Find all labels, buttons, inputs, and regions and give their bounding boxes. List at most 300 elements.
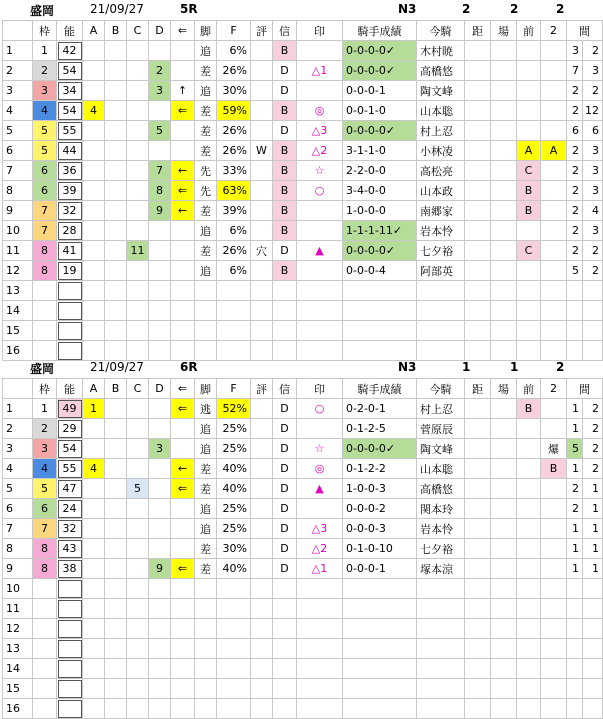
row-number: 12 <box>3 619 33 639</box>
interval-2-cell: 2 <box>583 81 603 101</box>
prev-cell <box>517 459 541 479</box>
col-a-cell <box>83 221 105 241</box>
empty-cell <box>127 579 149 599</box>
mark-cell: △1 <box>297 559 343 579</box>
empty-cell <box>541 281 567 301</box>
col-d-cell: 5 <box>149 121 171 141</box>
empty-cell <box>105 281 127 301</box>
second-cell <box>541 261 567 281</box>
empty-cell <box>583 281 603 301</box>
empty-cell <box>343 599 417 619</box>
col-b-cell <box>105 241 127 261</box>
empty-cell <box>567 579 583 599</box>
rating-cell <box>251 181 273 201</box>
mark-cell: △1 <box>297 61 343 81</box>
column-header: 能 <box>57 21 83 41</box>
horse-row <box>3 499 603 519</box>
interval-2-cell: 1 <box>583 499 603 519</box>
rating-cell <box>251 101 273 121</box>
col-b-cell <box>105 141 127 161</box>
empty-cell <box>251 321 273 341</box>
empty-cell <box>149 281 171 301</box>
empty-cell <box>541 639 567 659</box>
arrow-cell: ⇐ <box>171 479 195 499</box>
column-header <box>3 21 33 41</box>
empty-cell <box>251 639 273 659</box>
empty-cell <box>465 619 491 639</box>
row-number: 16 <box>3 699 33 719</box>
prev-cell: A <box>517 141 541 161</box>
waku-cell: 8 <box>33 241 57 261</box>
header-row <box>3 21 603 41</box>
f-rate-cell: 26% <box>217 241 251 261</box>
empty-cell <box>83 679 105 699</box>
horse-row <box>3 419 603 439</box>
interval-1-cell: 2 <box>567 221 583 241</box>
rating-cell <box>251 479 273 499</box>
running-style-cell: 差 <box>195 479 217 499</box>
empty-cell <box>105 679 127 699</box>
col-c-cell <box>127 81 149 101</box>
col-d-cell <box>149 539 171 559</box>
empty-cell <box>217 579 251 599</box>
f-rate-cell: 40% <box>217 559 251 579</box>
interval-2-cell: 3 <box>583 181 603 201</box>
confidence-cell: B <box>273 101 297 121</box>
horse-row <box>3 201 603 221</box>
ability-cell: 32 <box>57 201 83 221</box>
empty-cell <box>583 579 603 599</box>
rating-cell <box>251 539 273 559</box>
column-header: F <box>217 21 251 41</box>
jockey-name-cell: 岩本怜 <box>417 221 465 241</box>
confidence-cell: B <box>273 181 297 201</box>
confidence-cell: D <box>273 439 297 459</box>
empty-cell <box>149 639 171 659</box>
second-cell: 爆 <box>541 439 567 459</box>
prev-cell <box>517 41 541 61</box>
empty-cell <box>149 579 171 599</box>
empty-cell <box>491 579 517 599</box>
jockey-record-cell: 0-0-0-0✓ <box>343 121 417 141</box>
second-cell <box>541 181 567 201</box>
row-number: 4 <box>3 459 33 479</box>
col-d-cell: 3 <box>149 81 171 101</box>
col-a-cell <box>83 559 105 579</box>
running-style-cell: 逃 <box>195 399 217 419</box>
second-cell: B <box>541 459 567 479</box>
empty-cell <box>251 281 273 301</box>
col-b-cell <box>105 101 127 121</box>
course-cell <box>491 41 517 61</box>
course-cell <box>491 221 517 241</box>
empty-cell <box>83 639 105 659</box>
second-cell <box>541 201 567 221</box>
mark-cell: ◎ <box>297 459 343 479</box>
empty-cell <box>251 679 273 699</box>
jockey-name-cell: 菅原辰 <box>417 419 465 439</box>
ability-cell: 36 <box>57 161 83 181</box>
interval-1-cell: 1 <box>567 519 583 539</box>
empty-cell <box>343 301 417 321</box>
empty-cell <box>491 639 517 659</box>
row-number: 2 <box>3 61 33 81</box>
confidence-cell: D <box>273 419 297 439</box>
distance-cell <box>465 479 491 499</box>
jockey-name-cell: 高松亮 <box>417 161 465 181</box>
col-b-cell <box>105 399 127 419</box>
empty-cell <box>217 679 251 699</box>
distance-cell <box>465 261 491 281</box>
column-header: 信 <box>273 379 297 399</box>
interval-2-cell: 6 <box>583 121 603 141</box>
mark-cell <box>297 41 343 61</box>
empty-cell <box>541 619 567 639</box>
row-number: 8 <box>3 539 33 559</box>
empty-cell <box>567 679 583 699</box>
empty-cell <box>343 659 417 679</box>
empty-cell <box>297 699 343 719</box>
waku-cell: 8 <box>33 559 57 579</box>
interval-1-cell: 1 <box>567 559 583 579</box>
distance-cell <box>465 499 491 519</box>
empty-cell <box>465 639 491 659</box>
interval-2-cell: 2 <box>583 439 603 459</box>
column-header: 2 <box>541 21 567 41</box>
running-style-cell: 差 <box>195 201 217 221</box>
jockey-record-cell: 2-2-0-0 <box>343 161 417 181</box>
column-header: B <box>105 21 127 41</box>
header-value-2: 1 <box>510 360 519 374</box>
jockey-record-cell: 0-1-0-10 <box>343 539 417 559</box>
mark-cell <box>297 221 343 241</box>
ability-cell <box>57 699 83 719</box>
empty-cell <box>149 599 171 619</box>
empty-cell <box>567 659 583 679</box>
interval-1-cell: 5 <box>567 261 583 281</box>
empty-cell <box>343 619 417 639</box>
ability-cell: 55 <box>57 121 83 141</box>
rating-cell <box>251 81 273 101</box>
column-header: 前 <box>517 21 541 41</box>
empty-cell <box>465 579 491 599</box>
race-class: N3 <box>398 2 417 16</box>
arrow-cell <box>171 539 195 559</box>
col-b-cell <box>105 559 127 579</box>
mark-cell: ◎ <box>297 101 343 121</box>
empty-cell <box>541 599 567 619</box>
interval-2-cell: 4 <box>583 201 603 221</box>
col-b-cell <box>105 261 127 281</box>
empty-cell <box>33 599 57 619</box>
jockey-name-cell: 小林凌 <box>417 141 465 161</box>
running-style-cell: 追 <box>195 81 217 101</box>
empty-cell <box>195 639 217 659</box>
running-style-cell: 先 <box>195 161 217 181</box>
f-rate-cell: 25% <box>217 419 251 439</box>
prev-cell: B <box>517 201 541 221</box>
col-d-cell <box>149 141 171 161</box>
jockey-record-cell: 0-2-0-1 <box>343 399 417 419</box>
empty-cell <box>273 659 297 679</box>
col-a-cell <box>83 141 105 161</box>
waku-cell: 3 <box>33 439 57 459</box>
waku-cell: 5 <box>33 121 57 141</box>
jockey-record-cell: 0-0-0-4 <box>343 261 417 281</box>
empty-cell <box>33 699 57 719</box>
ability-cell: 39 <box>57 181 83 201</box>
interval-1-cell: 7 <box>567 61 583 81</box>
empty-row <box>3 619 603 639</box>
running-style-cell: 追 <box>195 261 217 281</box>
empty-cell <box>217 281 251 301</box>
course-cell <box>491 539 517 559</box>
row-number: 7 <box>3 161 33 181</box>
col-c-cell: 5 <box>127 479 149 499</box>
row-number: 14 <box>3 301 33 321</box>
interval-2-cell: 3 <box>583 141 603 161</box>
jockey-record-cell: 1-0-0-0 <box>343 201 417 221</box>
prev-cell <box>517 419 541 439</box>
col-b-cell <box>105 61 127 81</box>
jockey-name-cell: 山本聡 <box>417 459 465 479</box>
empty-cell <box>33 321 57 341</box>
col-c-cell <box>127 439 149 459</box>
col-a-cell <box>83 439 105 459</box>
col-c-cell <box>127 161 149 181</box>
column-header: A <box>83 21 105 41</box>
empty-cell <box>195 679 217 699</box>
row-number: 11 <box>3 241 33 261</box>
empty-cell <box>33 281 57 301</box>
course-cell <box>491 399 517 419</box>
row-number: 9 <box>3 201 33 221</box>
empty-cell <box>343 579 417 599</box>
empty-cell <box>127 619 149 639</box>
empty-cell <box>83 579 105 599</box>
empty-cell <box>517 639 541 659</box>
interval-1-cell: 2 <box>567 201 583 221</box>
empty-cell <box>217 699 251 719</box>
course-cell <box>491 261 517 281</box>
interval-1-cell: 1 <box>567 419 583 439</box>
course-cell <box>491 459 517 479</box>
empty-cell <box>273 619 297 639</box>
waku-cell: 5 <box>33 141 57 161</box>
row-number: 7 <box>3 519 33 539</box>
column-header: 印 <box>297 379 343 399</box>
rating-cell <box>251 399 273 419</box>
jockey-record-cell: 3-1-1-0 <box>343 141 417 161</box>
row-number: 13 <box>3 639 33 659</box>
empty-cell <box>567 599 583 619</box>
interval-2-cell: 2 <box>583 399 603 419</box>
mark-cell <box>297 201 343 221</box>
running-style-cell: 追 <box>195 499 217 519</box>
waku-cell: 4 <box>33 459 57 479</box>
waku-cell: 7 <box>33 221 57 241</box>
col-b-cell <box>105 121 127 141</box>
waku-cell: 3 <box>33 81 57 101</box>
rating-cell <box>251 221 273 241</box>
confidence-cell: D <box>273 479 297 499</box>
empty-cell <box>105 699 127 719</box>
column-header: ⇐ <box>171 21 195 41</box>
column-header: C <box>127 21 149 41</box>
empty-cell <box>127 699 149 719</box>
column-header <box>3 379 33 399</box>
col-a-cell: 4 <box>83 459 105 479</box>
col-d-cell: 3 <box>149 439 171 459</box>
column-header: 場 <box>491 21 517 41</box>
jockey-record-cell: 0-0-0-2 <box>343 499 417 519</box>
col-a-cell <box>83 539 105 559</box>
arrow-cell <box>171 519 195 539</box>
empty-cell <box>195 281 217 301</box>
horse-row <box>3 61 603 81</box>
f-rate-cell: 39% <box>217 201 251 221</box>
prev-cell <box>517 61 541 81</box>
ability-cell: 55 <box>57 459 83 479</box>
second-cell <box>541 241 567 261</box>
empty-cell <box>105 599 127 619</box>
header-value-3: 2 <box>556 2 565 16</box>
f-rate-cell: 6% <box>217 41 251 61</box>
empty-cell <box>517 579 541 599</box>
empty-cell <box>343 639 417 659</box>
interval-1-cell: 5 <box>567 439 583 459</box>
empty-cell <box>171 599 195 619</box>
waku-cell: 6 <box>33 181 57 201</box>
col-b-cell <box>105 439 127 459</box>
header-value-3: 2 <box>556 360 565 374</box>
ability-cell <box>57 579 83 599</box>
row-number: 5 <box>3 479 33 499</box>
jockey-record-cell: 0-0-0-0✓ <box>343 41 417 61</box>
ability-cell: 42 <box>57 41 83 61</box>
empty-cell <box>217 321 251 341</box>
empty-cell <box>195 699 217 719</box>
interval-1-cell: 6 <box>567 121 583 141</box>
col-d-cell <box>149 261 171 281</box>
horse-row <box>3 241 603 261</box>
horse-row <box>3 181 603 201</box>
empty-cell <box>517 301 541 321</box>
empty-cell <box>541 659 567 679</box>
empty-cell <box>171 301 195 321</box>
empty-cell <box>517 599 541 619</box>
empty-cell <box>105 579 127 599</box>
second-cell <box>541 499 567 519</box>
horse-row <box>3 439 603 459</box>
empty-cell <box>105 321 127 341</box>
empty-cell <box>297 599 343 619</box>
running-style-cell: 差 <box>195 61 217 81</box>
ability-cell: 29 <box>57 419 83 439</box>
empty-cell <box>297 619 343 639</box>
horse-row <box>3 221 603 241</box>
empty-cell <box>465 659 491 679</box>
horse-row <box>3 81 603 101</box>
arrow-cell: ← <box>171 201 195 221</box>
second-cell <box>541 61 567 81</box>
second-cell <box>541 559 567 579</box>
interval-2-cell: 3 <box>583 161 603 181</box>
arrow-cell: ⇐ <box>171 181 195 201</box>
empty-cell <box>517 619 541 639</box>
running-style-cell: 差 <box>195 459 217 479</box>
col-c-cell: 11 <box>127 241 149 261</box>
f-rate-cell: 25% <box>217 499 251 519</box>
interval-2-cell: 3 <box>583 61 603 81</box>
interval-1-cell: 1 <box>567 539 583 559</box>
empty-cell <box>127 281 149 301</box>
col-d-cell: 2 <box>149 61 171 81</box>
jockey-record-cell: 1-0-0-3 <box>343 479 417 499</box>
distance-cell <box>465 419 491 439</box>
column-header: B <box>105 379 127 399</box>
f-rate-cell: 63% <box>217 181 251 201</box>
col-c-cell <box>127 459 149 479</box>
interval-2-cell: 2 <box>583 261 603 281</box>
empty-cell <box>417 679 465 699</box>
empty-cell <box>465 699 491 719</box>
empty-cell <box>195 301 217 321</box>
col-c-cell <box>127 41 149 61</box>
empty-cell <box>417 619 465 639</box>
ability-cell <box>57 281 83 301</box>
jockey-name-cell: 木村暁 <box>417 41 465 61</box>
jockey-record-cell: 1-1-1-11✓ <box>343 221 417 241</box>
col-d-cell <box>149 419 171 439</box>
empty-cell <box>105 619 127 639</box>
jockey-name-cell: 村上忍 <box>417 399 465 419</box>
distance-cell <box>465 41 491 61</box>
arrow-cell <box>171 121 195 141</box>
header-value-2: 2 <box>510 2 519 16</box>
running-style-cell: 追 <box>195 439 217 459</box>
course-cell <box>491 499 517 519</box>
distance-cell <box>465 459 491 479</box>
empty-cell <box>273 679 297 699</box>
column-header: 信 <box>273 21 297 41</box>
interval-2-cell: 3 <box>583 221 603 241</box>
empty-cell <box>583 321 603 341</box>
distance-cell <box>465 141 491 161</box>
empty-cell <box>33 301 57 321</box>
col-b-cell <box>105 221 127 241</box>
course-cell <box>491 201 517 221</box>
empty-cell <box>417 639 465 659</box>
interval-1-cell: 2 <box>567 101 583 121</box>
empty-cell <box>251 619 273 639</box>
second-cell <box>541 221 567 241</box>
row-number: 4 <box>3 101 33 121</box>
empty-cell <box>273 321 297 341</box>
col-d-cell <box>149 241 171 261</box>
second-cell <box>541 419 567 439</box>
empty-cell <box>171 679 195 699</box>
empty-cell <box>217 659 251 679</box>
ability-cell <box>57 301 83 321</box>
col-a-cell <box>83 419 105 439</box>
column-header: 評 <box>251 21 273 41</box>
column-header: 距 <box>465 379 491 399</box>
col-a-cell <box>83 201 105 221</box>
mark-cell <box>297 499 343 519</box>
mark-cell: ☆ <box>297 161 343 181</box>
col-b-cell <box>105 499 127 519</box>
